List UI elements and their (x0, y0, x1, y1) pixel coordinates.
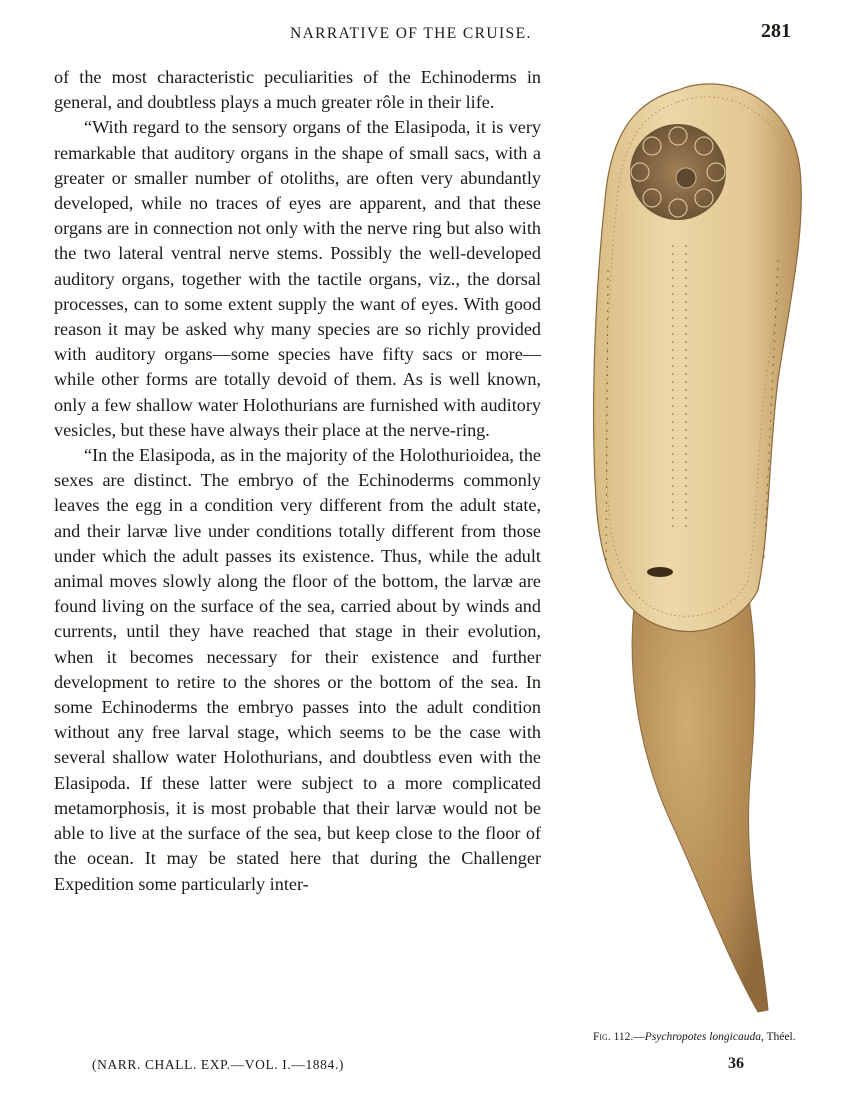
figure-caption (593, 1031, 796, 1043)
paragraph-1: of the most characteristic peculiarities of the Echinoderms in general, and doubtless plays a much greater rôle in their life. (54, 67, 541, 113)
figure-psychropotes (578, 60, 818, 1020)
footer-signature: (NARR. CHALL. EXP.—VOL. I.—1884.) (92, 1057, 344, 1072)
species-name: Psychropotes longicauda (644, 1031, 761, 1043)
anus (647, 567, 673, 577)
specimen-illustration (578, 60, 818, 1020)
body-text (54, 65, 541, 897)
page-number: 281 (761, 20, 791, 42)
running-head: NARRATIVE OF THE CRUISE. (290, 25, 532, 42)
figure-label: Fig. 112.— (593, 1031, 645, 1043)
species-author: , Théel. (760, 1031, 796, 1043)
paragraph-2: “With regard to the sensory organs of the Elasipoda, it is very remarkable that auditory organs in the shape of small sacs, with a greater or smaller number of otoliths, are often very abundantly developed, while no traces of eyes are apparent, and that these organs are in connection not only with the nerve ring but also with the two lateral ventral nerve stems. Possibly the well-developed auditory organs, together with the tactile organs, viz., the dorsal processes, can to some extent supply the want of eyes. With good reason it may be asked why many species are so richly provided with auditory organs—some species have fifty sacs or more—while other forms are totally devoid of them. As is well known, only a few shallow water Holothurians are furnished with auditory vesicles, but these have always their place at the nerve-ring. (54, 117, 541, 440)
paragraph-3: “In the Elasipoda, as in the majority of the Holothurioidea, the sexes are distinct. The embryo of the Echinoderms commonly leaves the egg in a condition very different from the adult state, and their larvæ live under conditions totally different from those under which the adult passes its existence. Thus, while the adult animal moves slowly along the floor of the bottom, the larvæ are found living on the surface of the sea, carried about by winds and currents, until they have reached that stage in their evolution, when it becomes necessary for their existence and further development to retire to the shores or the bottom of the sea. In some Echinoderms the embryo passes into the adult condition without any free larval stage, which seems to be the case with several shallow water Holothurians, and doubtless even with the Elasipoda. If these latter were subject to a more complicated metamorphosis, it is most probable that their larvæ would not be able to live at the surface of the sea, but keep close to the floor of the ocean. It may be stated here that during the Challenger Expedition some particularly inter- (54, 445, 541, 894)
sheet-number: 36 (728, 1055, 744, 1072)
